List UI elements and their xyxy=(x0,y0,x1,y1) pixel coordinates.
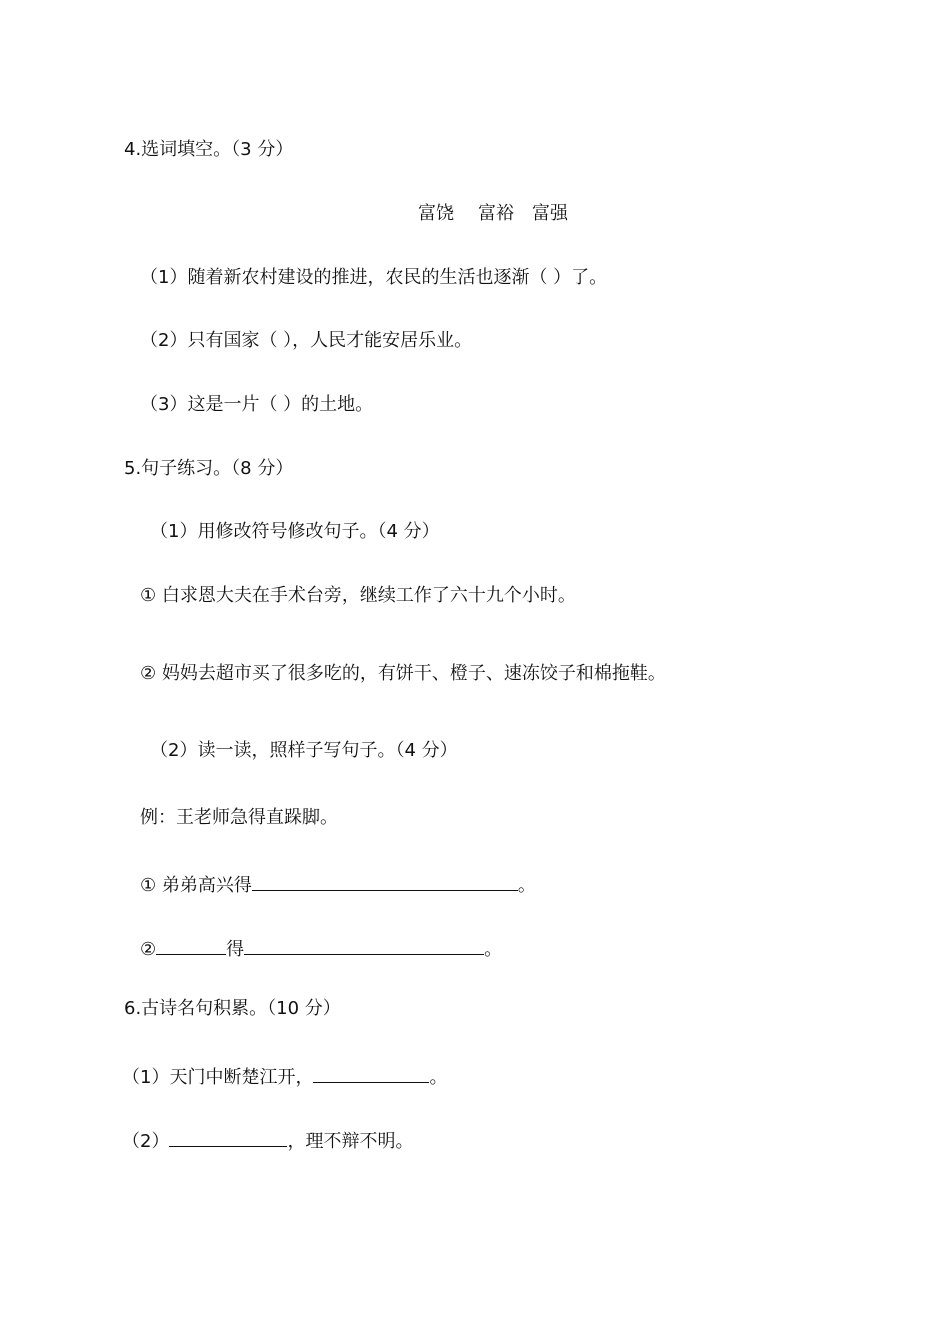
q4-item-1: （1）随着新农村建设的推进，农民的生活也逐渐（ ）了。 xyxy=(140,267,608,288)
q6-item-2-suffix: ，理不辩不明。 xyxy=(287,1131,414,1152)
answer-blank[interactable] xyxy=(169,1126,287,1147)
q4-item-3: （3）这是一片（ ）的土地。 xyxy=(140,394,374,415)
q5-part2-title: （2）读一读，照样子写句子。（4 分） xyxy=(150,740,458,761)
q5-fill-a xyxy=(140,870,536,898)
q5-example: 例：王老师急得直跺脚。 xyxy=(140,807,338,828)
question-4-title: 4.选词填空。（3 分） xyxy=(124,139,294,160)
word-options xyxy=(418,202,568,226)
q5-fill-b xyxy=(140,934,502,962)
fill-a-prefix: ① 弟弟高兴得 xyxy=(140,875,252,896)
q6-item-1-prefix: （1）天门中断楚江开， xyxy=(122,1067,314,1088)
option-word: 富强 xyxy=(532,203,568,224)
fill-b-mid: 得 xyxy=(226,939,245,960)
q5-sentence-1: ① 白求恩大夫在手术台旁，继续工作了六十九个小时。 xyxy=(140,585,576,606)
fill-b-prefix: ② xyxy=(140,939,157,960)
answer-blank[interactable] xyxy=(313,1062,429,1083)
question-6-title: 6.古诗名句积累。（10 分） xyxy=(124,998,341,1019)
question-5-title: 5.句子练习。（8 分） xyxy=(124,458,294,479)
q6-item-1 xyxy=(122,1062,447,1090)
q5-part1-title: （1）用修改符号修改句子。（4 分） xyxy=(150,521,440,542)
answer-blank[interactable] xyxy=(252,870,518,891)
q6-item-2-prefix: （2） xyxy=(122,1131,170,1152)
fill-a-suffix: 。 xyxy=(517,875,536,896)
option-word: 富饶 xyxy=(418,203,454,224)
q5-sentence-2: ② 妈妈去超市买了很多吃的，有饼干、橙子、速冻饺子和棉拖鞋。 xyxy=(140,663,666,684)
q6-item-1-suffix: 。 xyxy=(429,1067,448,1088)
fill-b-suffix: 。 xyxy=(484,939,503,960)
answer-blank[interactable] xyxy=(244,934,484,955)
q6-item-2 xyxy=(122,1126,413,1154)
option-word: 富裕 xyxy=(478,203,514,224)
answer-blank[interactable] xyxy=(156,934,226,955)
q4-item-2: （2）只有国家（ ），人民才能安居乐业。 xyxy=(140,330,473,351)
